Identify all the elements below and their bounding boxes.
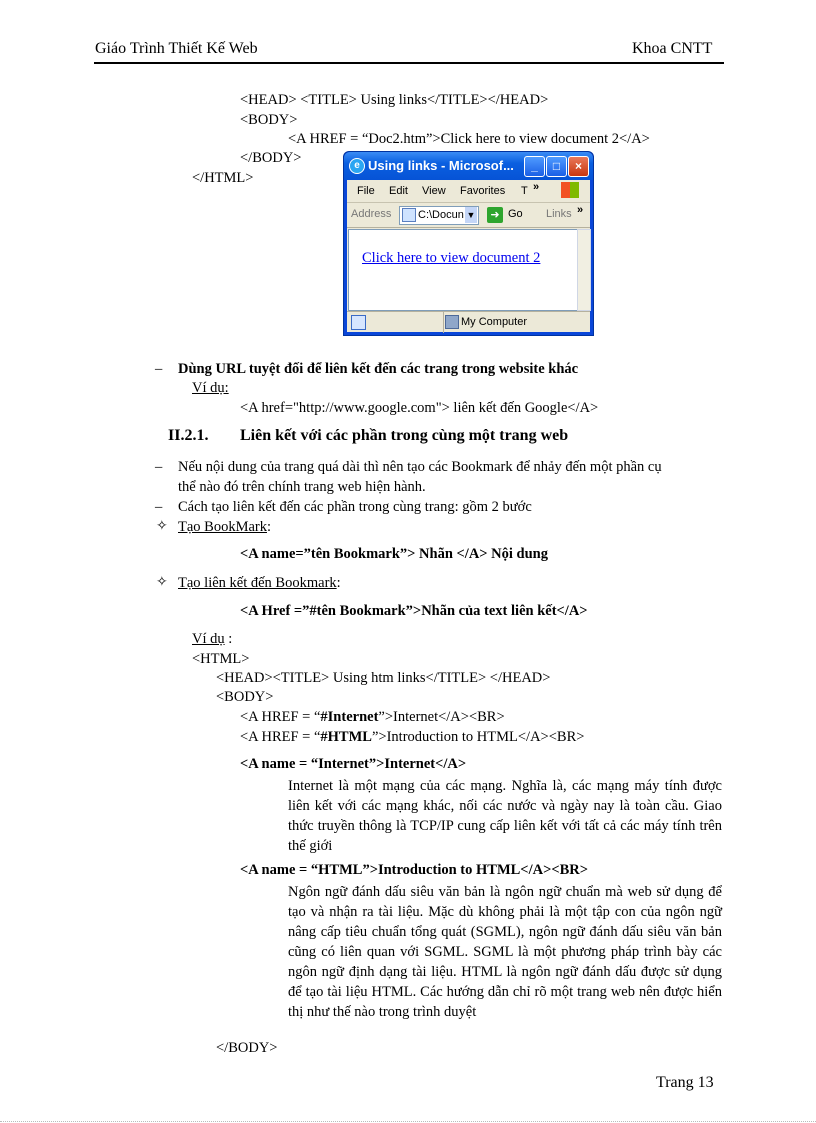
anchor-internet: <A name = “Internet”>Internet</A> <box>240 756 467 772</box>
diamond-bullet-icon: ✧ <box>156 575 168 590</box>
browser-title: Using links - Microsof... <box>368 158 514 173</box>
code-line: <HTML> <box>192 651 250 667</box>
code-line: <A HREF = “Doc2.htm”>Click here to view document 2</A> <box>288 131 650 147</box>
page-bottom-rule <box>0 1121 816 1122</box>
browser-content <box>348 229 578 311</box>
bookmark-intro-line: thể nào đó trên chính trang web hiện hành. <box>178 479 426 495</box>
anchor-html: <A name = “HTML”>Introduction to HTML</A><BR> <box>240 862 588 878</box>
go-arrow-icon[interactable]: ➜ <box>487 207 503 223</box>
doc2-link[interactable]: Click here to view document 2 <box>362 250 541 266</box>
status-divider <box>443 312 444 333</box>
status-bar <box>347 311 590 333</box>
menu-more-icon[interactable]: » <box>533 181 540 193</box>
page-number: Trang 13 <box>656 1074 714 1091</box>
go-button[interactable]: Go <box>508 208 523 220</box>
bookmark-link-code: <A Href =”#tên Bookmark”>Nhãn của text liên kết</A> <box>240 603 588 619</box>
steps-line: Cách tạo liên kết đến các phần trong cùng trang: gồm 2 bước <box>178 499 532 515</box>
section-number: II.2.1. <box>168 427 209 444</box>
maximize-button[interactable]: □ <box>546 156 567 177</box>
example2-label: Ví dụ : <box>192 631 233 647</box>
menu-view[interactable]: View <box>422 185 446 197</box>
close-button[interactable]: × <box>568 156 589 177</box>
internet-paragraph: Internet là một mạng của các mạng. Nghĩa là, các mạng máy tính được liên kết với các mạng khác, nối các nước và ngày nay là toàn cầu. Giao thức truyền thông là TCP/IP cung cấp liên kết với tất cả các máy tính trên thế giới <box>288 778 722 854</box>
menu-tools[interactable]: T <box>521 185 528 197</box>
address-label: Address <box>351 208 392 220</box>
header-department: Khoa CNTT <box>632 40 713 57</box>
computer-icon <box>445 315 459 329</box>
browser-titlebar <box>344 152 593 180</box>
page-status-icon <box>351 315 366 330</box>
code-line: <A HREF = “#Internet”>Internet</A><BR> <box>240 709 505 725</box>
address-bar <box>347 203 590 228</box>
code-line: <HEAD> <TITLE> Using links</TITLE></HEAD> <box>240 92 549 108</box>
diamond-bullet-icon: ✧ <box>156 519 168 534</box>
abs-url-heading: Dùng URL tuyệt đối để liên kết đến các trang trong website khác <box>178 361 579 377</box>
header-title: Giáo Trình Thiết Kế Web <box>95 40 258 57</box>
header-rule <box>94 62 724 64</box>
links-button[interactable]: Links <box>546 208 572 220</box>
browser-window <box>343 151 594 336</box>
page-icon <box>402 208 416 222</box>
code-line: </BODY> <box>216 1040 278 1056</box>
dash-bullet: – <box>155 499 163 515</box>
google-example: <A href="http://www.google.com"> liên kết đến Google</A> <box>240 400 599 416</box>
menu-edit[interactable]: Edit <box>389 185 408 197</box>
vertical-scrollbar[interactable] <box>577 229 591 311</box>
status-zone: My Computer <box>461 316 528 328</box>
dash-bullet: – <box>155 459 163 475</box>
windows-flag-icon <box>561 182 579 198</box>
menu-bar <box>347 180 590 203</box>
code-line: </BODY> <box>240 150 302 166</box>
links-more-icon[interactable]: » <box>577 204 584 216</box>
address-dropdown-icon[interactable]: ▼ <box>465 207 477 223</box>
step-one-label: Tạo BookMark: <box>178 519 272 535</box>
code-line: <HEAD><TITLE> Using htm links</TITLE> </HEAD> <box>216 670 551 686</box>
minimize-button[interactable]: _ <box>524 156 545 177</box>
bookmark-code: <A name=”tên Bookmark”> Nhãn </A> Nội dung <box>240 546 548 562</box>
bookmark-intro-line: Nếu nội dung của trang quá dài thì nên tạo các Bookmark để nhảy đến một phần cụ <box>178 459 662 475</box>
code-line: <A HREF = “#HTML”>Introduction to HTML</A><BR> <box>240 729 585 745</box>
browser-client <box>347 180 590 332</box>
code-line: </HTML> <box>192 170 254 186</box>
ie-icon: e <box>349 158 365 174</box>
menu-file[interactable]: File <box>357 185 375 197</box>
section-title: Liên kết với các phần trong cùng một trang web <box>240 427 569 444</box>
code-line: <BODY> <box>240 112 298 128</box>
step-two-label: Tạo liên kết đến Bookmark: <box>178 575 341 591</box>
code-line: <BODY> <box>216 689 274 705</box>
menu-favorites[interactable]: Favorites <box>460 185 506 197</box>
address-input[interactable] <box>399 206 479 225</box>
dash-bullet: – <box>155 361 163 377</box>
example-label: Ví dụ: <box>192 380 229 396</box>
html-paragraph: Ngôn ngữ đánh dấu siêu văn bản là ngôn ngữ chuẩn mà web sử dụng để tạo và nhận ra tài liệu. Mặc dù không phải là một tập con của ngôn ngữ nâng cấp tiêu chuẩn tổng quát (SGML), ngôn ngữ đánh dấu siêu văn bản cũng có liên quan với SGML. SGML là một phương pháp trình bày các ngôn ngữ định dạng tài liệu. HTML là ngôn ngữ đánh dấu được sử dụng để tạo tài liệu HTML. Các hướng dẫn chỉ rõ một trang web nên được hiển thị như thế nào trong trình duyệt <box>288 884 722 1020</box>
address-value: C:\Docun <box>418 209 464 221</box>
